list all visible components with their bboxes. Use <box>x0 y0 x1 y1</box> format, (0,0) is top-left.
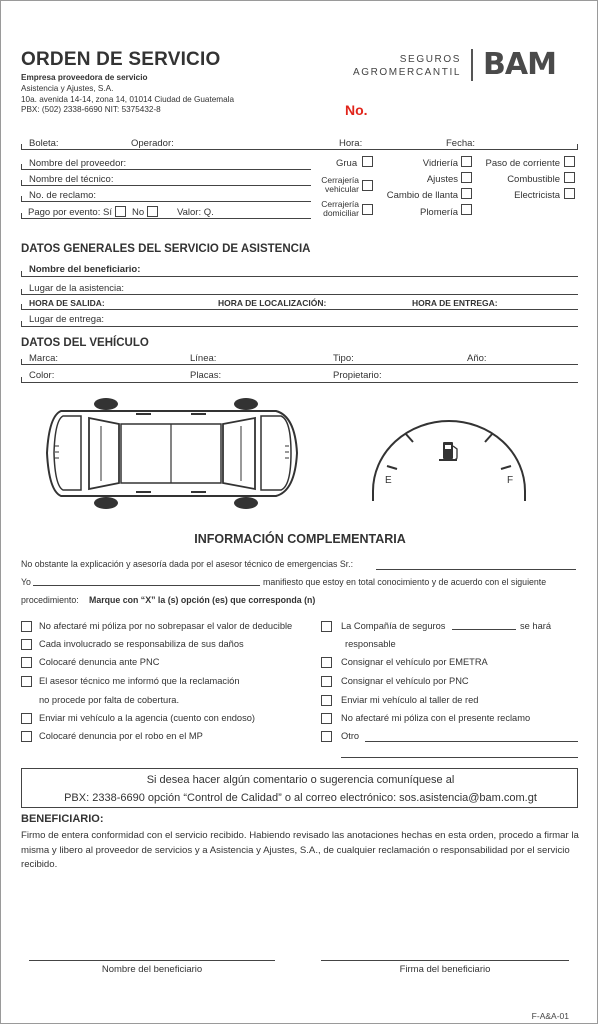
beneficiario-signature-line[interactable] <box>321 960 569 961</box>
placas-label: Placas: <box>190 370 222 381</box>
option-label: Enviar mi vehículo a la agencia (cuento con endoso) <box>39 713 256 723</box>
combustible-checkbox[interactable] <box>564 172 575 183</box>
comment-box <box>21 768 578 808</box>
propietario-label: Propietario: <box>333 370 382 381</box>
lugar-asistencia-label: Lugar de la asistencia: <box>29 283 125 294</box>
pago-no-checkbox[interactable] <box>147 206 158 217</box>
option-label: Consignar el vehículo por EMETRA <box>341 657 488 667</box>
option-label: se hará <box>520 621 552 631</box>
plomeria-label: Plomería <box>419 207 458 218</box>
order-number-label: No. <box>345 102 368 118</box>
option-denuncia-mp-checkbox[interactable] <box>21 731 32 742</box>
beneficiario-name-label: Nombre del beneficiario: <box>29 264 141 275</box>
car-damage-diagram[interactable] <box>41 396 303 511</box>
form-title: ORDEN DE SERVICIO <box>21 49 221 70</box>
option-no-afectare-poliza-checkbox[interactable] <box>321 713 332 724</box>
reclamo-label: No. de reclamo: <box>29 190 97 201</box>
info-line1: No obstante la explicación y asesoría dada por el asesor técnico de emergencias Sr.: <box>21 559 354 569</box>
otro-field[interactable] <box>365 741 578 742</box>
plomeria-checkbox[interactable] <box>461 204 472 215</box>
option-no-afectare-deducible-checkbox[interactable] <box>21 621 32 632</box>
boleta-label: Boleta: <box>29 138 59 149</box>
proveedor-field[interactable] <box>21 169 311 170</box>
fecha-label: Fecha: <box>446 138 476 149</box>
hora-localizacion-label: HORA DE LOCALIZACIÓN: <box>218 298 327 308</box>
boleta-line[interactable] <box>21 149 578 150</box>
logo-divider <box>471 49 473 81</box>
marca-label: Marca: <box>29 353 59 364</box>
option-cada-involucrado-checkbox[interactable] <box>21 639 32 650</box>
ajustes-checkbox[interactable] <box>461 172 472 183</box>
gauge-full-label: F <box>507 475 514 486</box>
cerrajeria-vehicular-checkbox[interactable] <box>362 180 373 191</box>
option-otro-checkbox[interactable] <box>321 731 332 742</box>
option-taller-red-checkbox[interactable] <box>321 695 332 706</box>
cerrajeria-domiciliar-label: Cerrajería domiciliar <box>321 199 359 218</box>
cerrajeria-domiciliar-checkbox[interactable] <box>362 204 373 215</box>
option-enviar-agencia-checkbox[interactable] <box>21 713 32 724</box>
comment-line1: Si desea hacer algún comentario o sugerencia comuníquese al <box>146 774 455 786</box>
color-field[interactable] <box>21 382 578 383</box>
reclamo-field[interactable] <box>21 201 311 202</box>
info-yo: Yo <box>21 577 31 587</box>
color-label: Color: <box>29 370 55 381</box>
company-label: Empresa proveedora de servicio <box>21 73 148 82</box>
marca-field[interactable] <box>21 364 578 365</box>
paso-corriente-checkbox[interactable] <box>564 156 575 167</box>
operador-label: Operador: <box>131 138 174 149</box>
tecnico-label: Nombre del técnico: <box>29 174 114 185</box>
logo-text: SEGUROS AGROMERCANTIL <box>352 54 461 78</box>
hora-label: Hora: <box>339 138 363 149</box>
cambio-llanta-label: Cambio de llanta <box>386 190 458 201</box>
valor-label: Valor: Q. <box>177 207 214 218</box>
compania-field[interactable] <box>452 629 516 630</box>
proveedor-label: Nombre del proveedor: <box>29 158 127 169</box>
grua-label: Grua <box>336 158 358 169</box>
option-emetra-checkbox[interactable] <box>321 657 332 668</box>
ajustes-label: Ajustes <box>426 174 458 185</box>
yo-field[interactable] <box>33 585 260 586</box>
option-label: Cada involucrado se responsabiliza de sus daños <box>39 639 244 649</box>
hora-salida-label: HORA DE SALIDA: <box>29 298 105 308</box>
cambio-llanta-checkbox[interactable] <box>461 188 472 199</box>
option-asesor-informo-checkbox[interactable] <box>21 676 32 687</box>
option-label: Colocaré denuncia ante PNC <box>39 657 160 667</box>
beneficiario-signature-label: Firma del beneficiario <box>399 964 491 975</box>
instruction-text: Marque con “X” la (s) opción (es) que corresponda (n) <box>89 595 316 605</box>
beneficiario-text: Firmo de entera conformidad con el servicio recibido. Habiendo revisado las anotaciones hechas en esta orden, procedo a firmar la misma y libero al proveedor de servicios y a Asistencia y Ajustes, S.A., de cualquier reclamación o responsabilidad por el servicio recibido. <box>21 830 579 870</box>
vidrieria-label: Vidriería <box>422 158 458 169</box>
option-label: No afectaré mi póliza con el presente reclamo <box>341 713 531 723</box>
lugar-entrega-field[interactable] <box>21 326 578 327</box>
pago-label: Pago por evento: Sí <box>28 207 112 218</box>
option-label-continued: responsable <box>345 639 396 649</box>
otro-field-2[interactable] <box>341 757 578 758</box>
linea-label: Línea: <box>190 353 217 364</box>
cerrajeria-vehicular-label: Cerrajería vehicular <box>321 175 359 194</box>
lugar-entrega-label: Lugar de entrega: <box>29 314 105 325</box>
info-line2: manifiesto que estoy en total conocimiento y de acuerdo con el siguiente <box>263 577 547 587</box>
fuel-gauge[interactable] <box>369 413 529 503</box>
gauge-empty-label: E <box>385 475 392 486</box>
datos-vehiculo-title: DATOS DEL VEHÍCULO <box>21 337 149 349</box>
procedimiento-label: procedimiento: <box>21 595 79 605</box>
paso-corriente-label: Paso de corriente <box>485 158 560 169</box>
grua-checkbox[interactable] <box>362 156 373 167</box>
electricista-checkbox[interactable] <box>564 188 575 199</box>
beneficiario-name-field[interactable] <box>21 276 578 277</box>
option-label: Otro <box>341 731 360 741</box>
form-code: F-A&A-01 <box>531 1011 569 1021</box>
option-compania-seguros-checkbox[interactable] <box>321 621 332 632</box>
info-title: INFORMACIÓN COMPLEMENTARIA <box>194 532 406 546</box>
bam-logo: BAM <box>483 47 556 82</box>
option-consignar-pnc-checkbox[interactable] <box>321 676 332 687</box>
tipo-label: Tipo: <box>333 353 354 364</box>
company-address: 10a. avenida 14-14, zona 14, 01014 Ciudad de Guatemala <box>21 95 235 104</box>
option-label: Enviar mi vehículo al taller de red <box>341 695 479 705</box>
company-phone: PBX: (502) 2338-6690 NIT: 5375432-8 <box>21 105 161 114</box>
anio-label: Año: <box>467 353 487 364</box>
beneficiario-title: BENEFICIARIO: <box>21 813 104 825</box>
combustible-label: Combustible <box>507 174 560 185</box>
pago-si-checkbox[interactable] <box>115 206 126 217</box>
electricista-label: Electricista <box>514 190 560 201</box>
asesor-field[interactable] <box>376 569 576 570</box>
option-label: No afectaré mi póliza por no sobrepasar el valor de deducible <box>39 621 293 631</box>
pago-no-label: No <box>132 207 145 218</box>
option-label: El asesor técnico me informó que la reclamación <box>39 676 240 686</box>
lugar-asistencia-field[interactable] <box>21 294 578 295</box>
horas-field[interactable] <box>21 309 578 310</box>
beneficiario-name-sign-line[interactable] <box>29 960 275 961</box>
valor-field[interactable] <box>21 218 311 219</box>
option-label: Consignar el vehículo por PNC <box>341 676 469 686</box>
comment-line2: PBX: 2338-6690 opción “Control de Calidad” o al correo electrónico: sos.asistencia@bam.com.gt <box>64 792 537 804</box>
option-label: Colocaré denuncia por el robo en el MP <box>39 731 203 741</box>
tecnico-field[interactable] <box>21 185 311 186</box>
beneficiario-name-sign-label: Nombre del beneficiario <box>101 964 203 975</box>
vidrieria-checkbox[interactable] <box>461 156 472 167</box>
option-denuncia-pnc-checkbox[interactable] <box>21 657 32 668</box>
datos-generales-title: DATOS GENERALES DEL SERVICIO DE ASISTENCIA <box>21 243 311 255</box>
option-label-continued: no procede por falta de cobertura. <box>39 695 180 705</box>
company-name: Asistencia y Ajustes, S.A. <box>21 84 114 93</box>
option-label: La Compañía de seguros <box>341 621 446 631</box>
fuel-pump-icon <box>439 442 457 461</box>
hora-entrega-label: HORA DE ENTREGA: <box>412 298 498 308</box>
